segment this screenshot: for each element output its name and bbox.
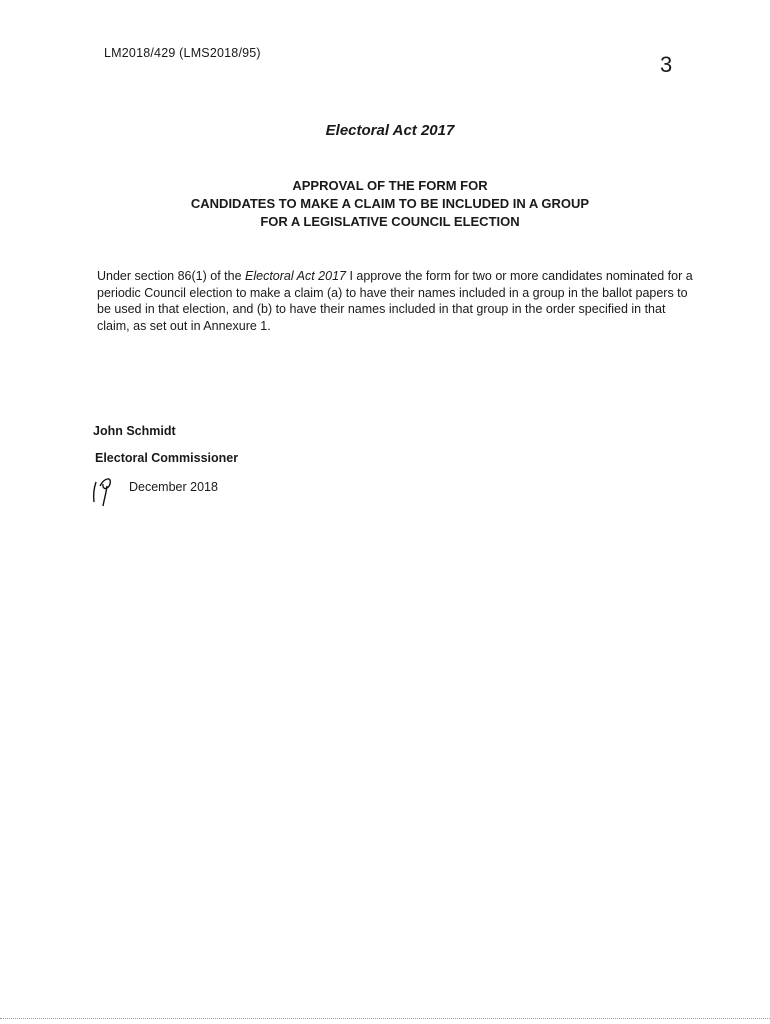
document-reference: LM2018/429 (LMS2018/95) <box>104 46 261 60</box>
heading-line-2: CANDIDATES TO MAKE A CLAIM TO BE INCLUDED IN A GROUP <box>190 196 590 211</box>
signature-date <box>90 472 290 508</box>
approval-heading <box>0 177 770 231</box>
act-title: Electoral Act 2017 <box>325 122 455 139</box>
body-act-name: Electoral Act 2017 <box>245 269 346 283</box>
date-text: December 2018 <box>129 480 218 494</box>
heading-line-1: APPROVAL OF THE FORM FOR <box>292 178 488 193</box>
signatory-name: John Schmidt <box>93 424 176 438</box>
scan-edge-dots <box>0 1018 770 1019</box>
page-number: 3 <box>660 52 673 77</box>
body-prefix: Under section 86(1) of the <box>97 269 245 283</box>
heading-line-3: FOR A LEGISLATIVE COUNCIL ELECTION <box>260 214 520 229</box>
body-suffix: I approve the form for two or more candidates nominated for a periodic Council election to make a claim (a) to have their names included in a group in the ballot papers to be used in that election, and (b) to have their names included in that group in the order specified in that claim, as set out in Annexure 1. <box>97 269 693 333</box>
signatory-title: Electoral Commissioner <box>95 451 239 465</box>
approval-paragraph <box>97 268 697 334</box>
handwritten-day-mark <box>90 472 118 508</box>
